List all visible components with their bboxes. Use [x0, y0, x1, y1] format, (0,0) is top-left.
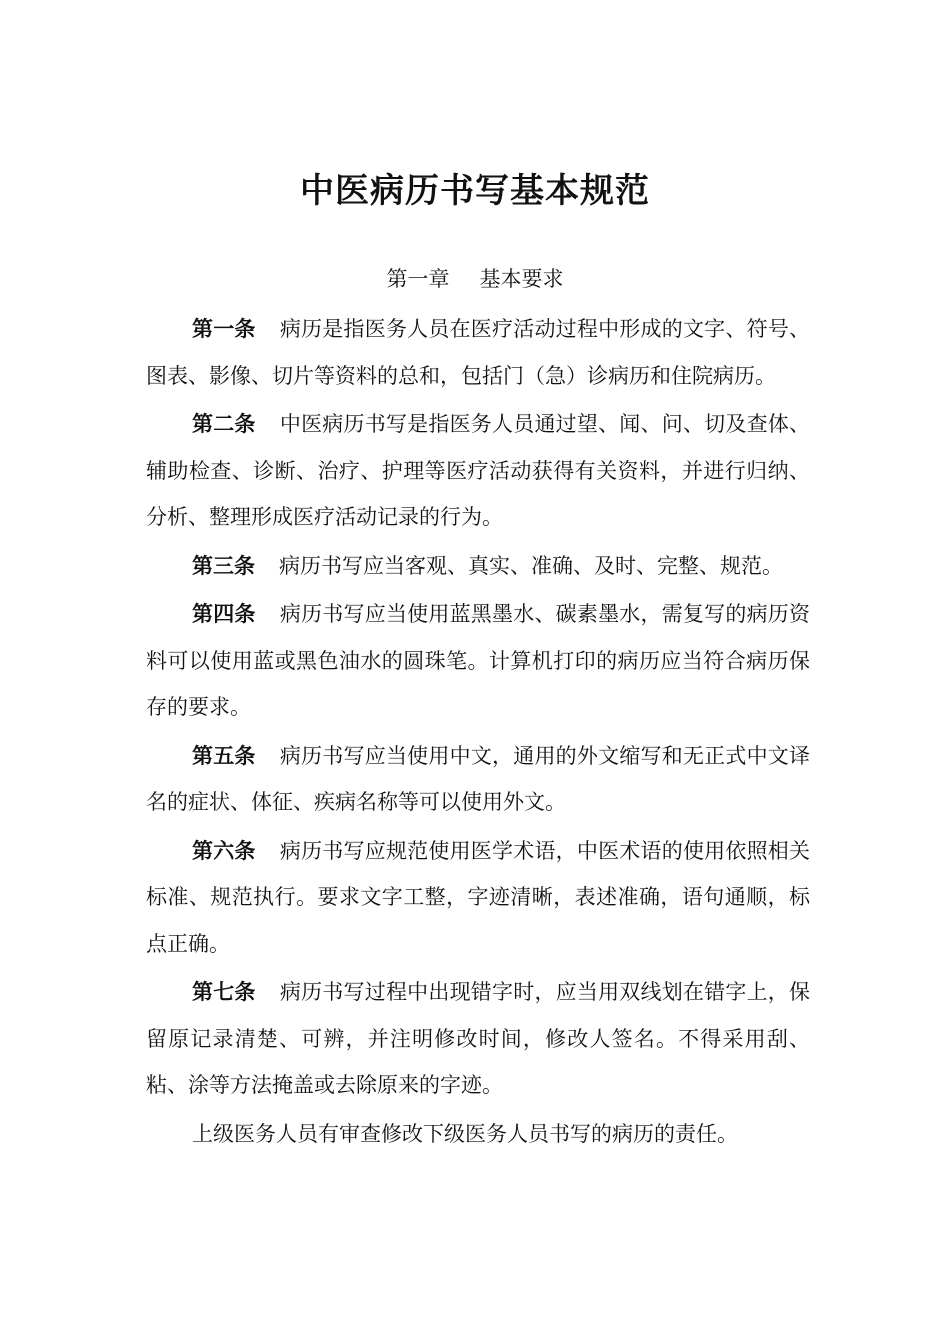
article-text: 病历书写应当客观、真实、准确、及时、完整、规范。	[279, 553, 783, 578]
article-text: 病历书写过程中出现错字时，应当用双线划在错字上，保留原记录清楚、可辨，并注明修改时间，修改人签名。不得采用刮、粘、涂等方法掩盖或去除原来的字迹。	[146, 980, 811, 1097]
article-label: 第四条	[192, 602, 256, 626]
chapter-heading	[0, 262, 950, 296]
article-text: 病历书写应规范使用医学术语，中医术语的使用依照相关标准、规范执行。要求文字工整，字迹清晰，表述准确，语句通顺，标点正确。	[146, 838, 811, 956]
article-text: 病历书写应当使用蓝黑墨水、碳素墨水，需复写的病历资料可以使用蓝或黑色油水的圆珠笔。计算机打印的病历应当符合病历保存的要求。	[146, 602, 811, 719]
chapter-number: 第一章	[386, 267, 450, 291]
article-7	[146, 969, 810, 1109]
article-label: 第三条	[192, 553, 255, 578]
article-3	[146, 543, 810, 590]
paragraph-supervision: 上级医务人员有审查修改下级医务人员书写的病历的责任。	[192, 1121, 738, 1146]
chapter-name: 基本要求	[479, 267, 564, 291]
article-1	[146, 306, 810, 399]
article-6	[146, 828, 810, 968]
article-text: 中医病历书写是指医务人员通过望、闻、问、切及查体、辅助检查、诊断、治疗、护理等医疗活动获得有关资料，并进行归纳、分析、整理形成医疗活动记录的行为。	[146, 412, 811, 529]
document-body	[146, 306, 810, 1159]
article-label: 第五条	[192, 743, 256, 768]
article-4	[146, 591, 810, 731]
article-2	[146, 401, 810, 541]
article-label: 第二条	[192, 412, 256, 436]
document-title: 中医病历书写基本规范	[300, 171, 650, 211]
article-5	[146, 733, 810, 826]
article-text: 病历书写应当使用中文，通用的外文缩写和无正式中文译名的症状、体征、疾病名称等可以使用外文。	[146, 743, 811, 814]
article-label: 第一条	[192, 317, 256, 341]
article-label: 第六条	[192, 838, 256, 863]
article-text: 病历是指医务人员在医疗活动过程中形成的文字、符号、图表、影像、切片等资料的总和，包括门（急）诊病历和住院病历。	[146, 317, 811, 388]
article-label: 第七条	[192, 980, 256, 1004]
